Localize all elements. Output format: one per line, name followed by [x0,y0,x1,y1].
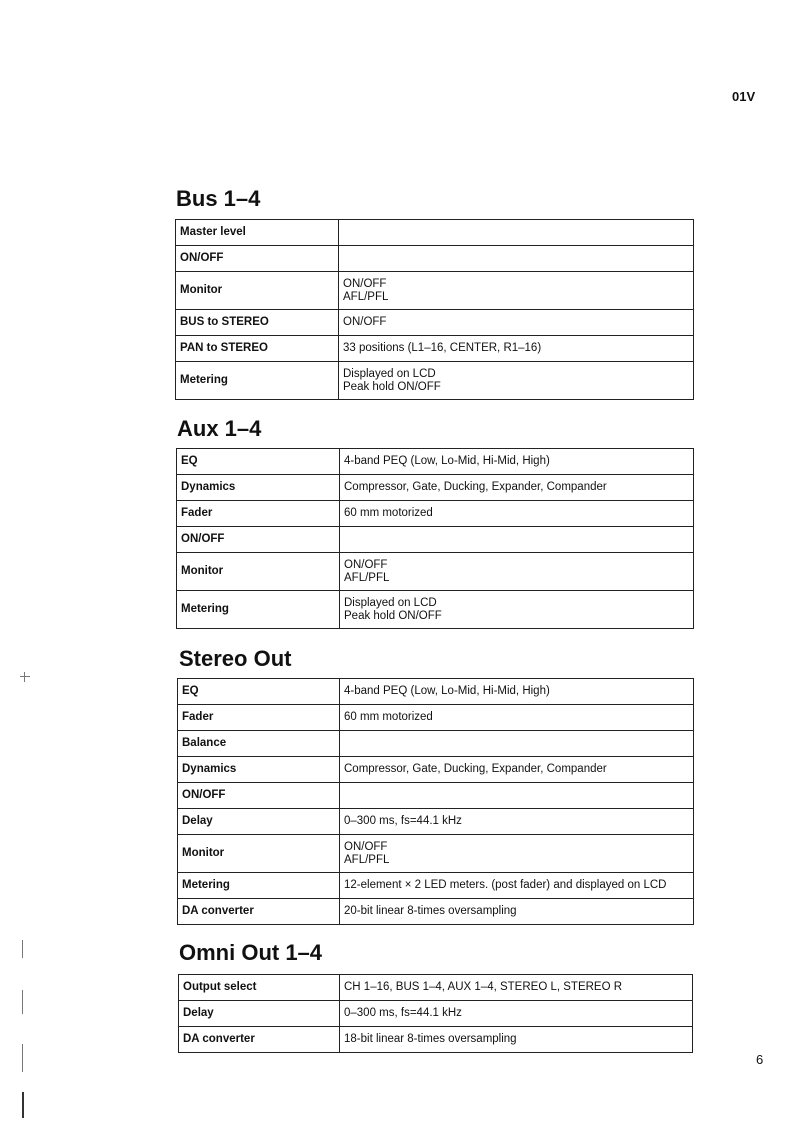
spec-row [179,1001,693,1027]
spec-row [177,591,694,629]
spec-label: Fader [177,501,340,527]
spec-row [176,336,694,362]
spec-value: 0–300 ms, fs=44.1 kHz [340,809,694,835]
spec-value: Displayed on LCD Peak hold ON/OFF [340,591,694,629]
spec-value: ON/OFF AFL/PFL [340,553,694,591]
spec-row [178,731,694,757]
spec-label: Monitor [178,835,340,873]
spec-row [178,679,694,705]
spec-label: Delay [179,1001,340,1027]
spec-row [176,220,694,246]
spec-row [177,501,694,527]
spec-row [178,705,694,731]
spec-table-aux [176,448,694,629]
spec-row [178,757,694,783]
spec-label: Dynamics [178,757,340,783]
scan-margin-mark [22,940,23,958]
spec-value: 12-element × 2 LED meters. (post fader) and displayed on LCD [340,873,694,899]
spec-row [178,835,694,873]
spec-value: ON/OFF AFL/PFL [339,272,694,310]
spec-table-stereo-out [177,678,694,925]
spec-row [177,553,694,591]
spec-value [339,246,694,272]
spec-label: BUS to STEREO [176,310,339,336]
spec-value [339,220,694,246]
scan-margin-mark [24,672,25,682]
spec-value: 33 positions (L1–16, CENTER, R1–16) [339,336,694,362]
spec-value: 20-bit linear 8-times oversampling [340,899,694,925]
spec-row [176,310,694,336]
spec-label: Monitor [177,553,340,591]
spec-value: ON/OFF [339,310,694,336]
spec-row [176,246,694,272]
spec-row [178,783,694,809]
spec-label: ON/OFF [177,527,340,553]
spec-label: EQ [177,449,340,475]
section-title-stereo-out: Stereo Out [179,646,292,671]
spec-label: Output select [179,975,340,1001]
spec-value: Compressor, Gate, Ducking, Expander, Compander [340,475,694,501]
scan-margin-mark [22,1092,24,1118]
spec-value: ON/OFF AFL/PFL [340,835,694,873]
section-title-bus: Bus 1–4 [176,186,261,211]
scan-margin-mark [22,1044,23,1072]
spec-label: Balance [178,731,340,757]
spec-value [340,783,694,809]
spec-value: 60 mm motorized [340,501,694,527]
spec-label: Master level [176,220,339,246]
scan-margin-mark [22,990,23,1014]
spec-label: ON/OFF [176,246,339,272]
spec-label: Delay [178,809,340,835]
spec-value: Compressor, Gate, Ducking, Expander, Compander [340,757,694,783]
spec-row [178,873,694,899]
spec-label: Metering [176,362,339,400]
spec-table-bus [175,219,694,400]
spec-row [179,1027,693,1053]
spec-value: 0–300 ms, fs=44.1 kHz [340,1001,693,1027]
spec-label: Metering [178,873,340,899]
spec-label: DA converter [179,1027,340,1053]
spec-label: ON/OFF [178,783,340,809]
spec-row [176,272,694,310]
spec-row [177,475,694,501]
spec-row [177,449,694,475]
spec-label: EQ [178,679,340,705]
spec-row [179,975,693,1001]
spec-value: 18-bit linear 8-times oversampling [340,1027,693,1053]
spec-value: Displayed on LCD Peak hold ON/OFF [339,362,694,400]
model-name: 01V [732,89,756,104]
spec-value: 60 mm motorized [340,705,694,731]
spec-label: Monitor [176,272,339,310]
page-number: 6 [756,1052,764,1067]
spec-label: DA converter [178,899,340,925]
spec-label: Dynamics [177,475,340,501]
spec-value: 4-band PEQ (Low, Lo-Mid, Hi-Mid, High) [340,449,694,475]
spec-label: Fader [178,705,340,731]
spec-label: PAN to STEREO [176,336,339,362]
spec-value [340,527,694,553]
spec-row [176,362,694,400]
scan-margin-mark [20,676,30,677]
section-title-aux: Aux 1–4 [177,416,262,441]
spec-row [178,899,694,925]
spec-row [178,809,694,835]
spec-table-omni-out [178,974,693,1053]
spec-label: Metering [177,591,340,629]
spec-row [177,527,694,553]
spec-value [340,731,694,757]
section-title-omni-out: Omni Out 1–4 [179,940,323,965]
spec-value: 4-band PEQ (Low, Lo-Mid, Hi-Mid, High) [340,679,694,705]
spec-value: CH 1–16, BUS 1–4, AUX 1–4, STEREO L, STEREO R [340,975,693,1001]
